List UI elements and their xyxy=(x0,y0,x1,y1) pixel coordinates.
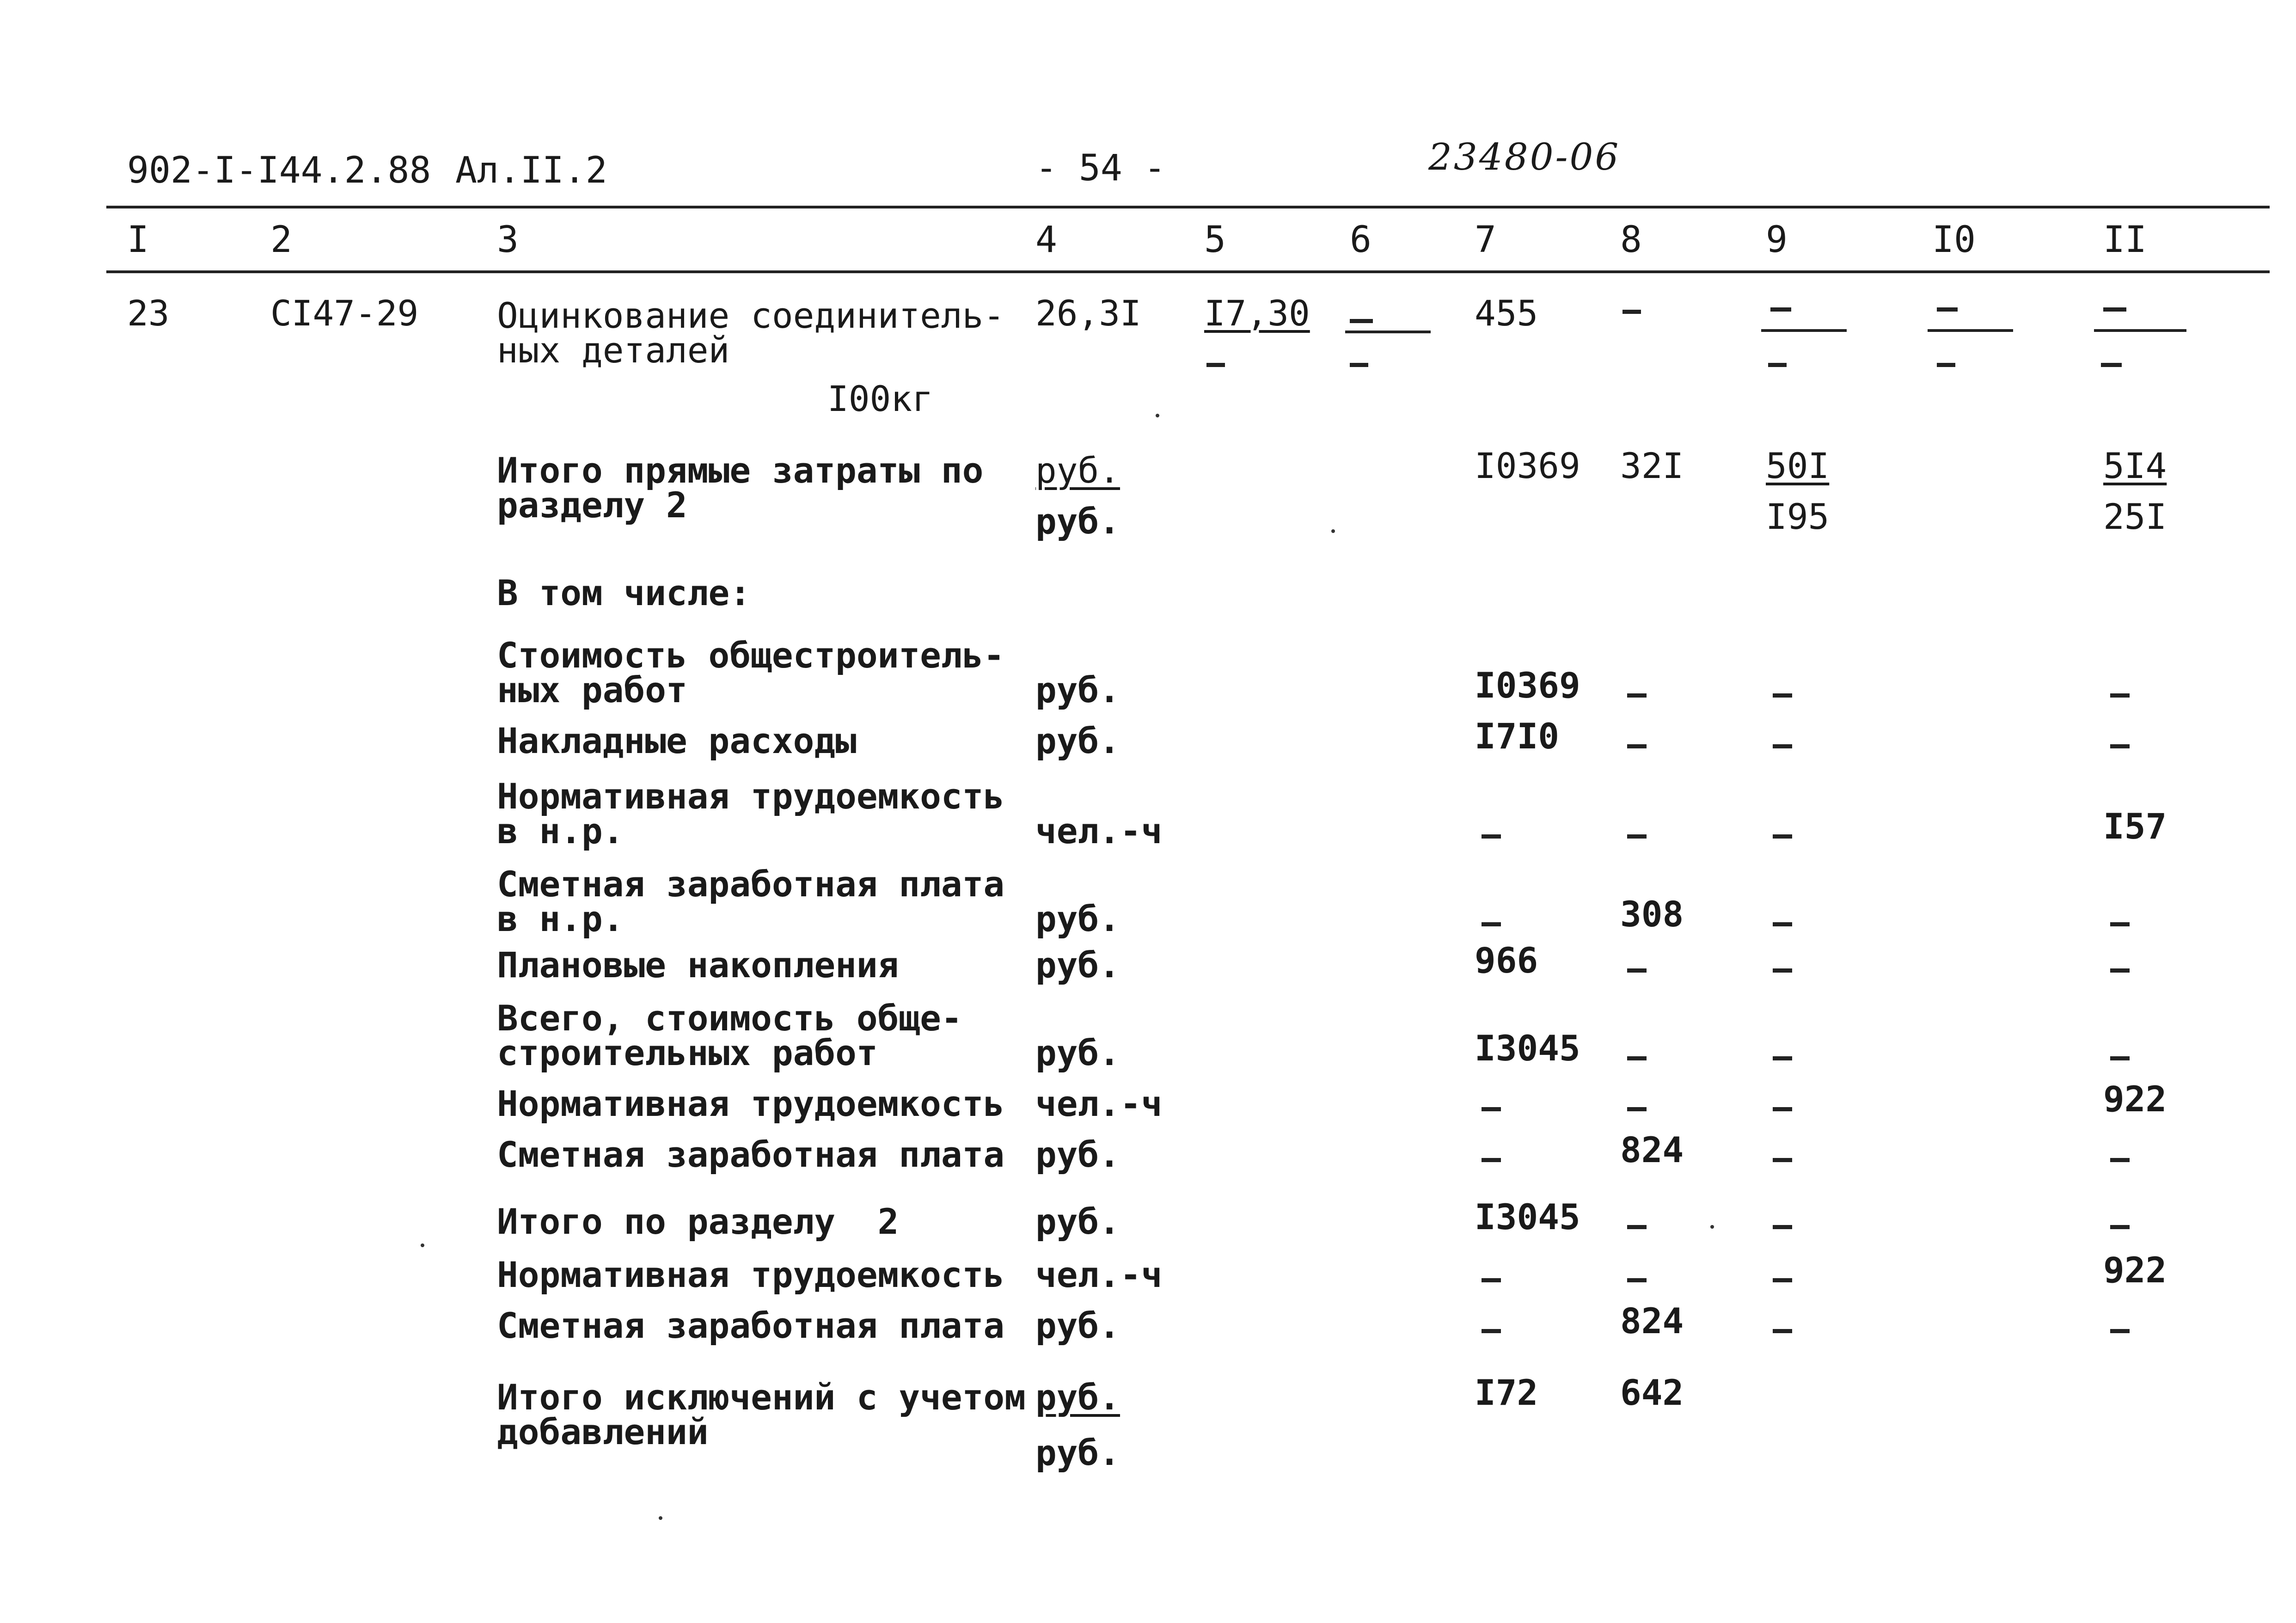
row-c11-dash xyxy=(2110,968,2130,973)
row-c8-dash xyxy=(1627,834,1647,839)
row-unit: руб. xyxy=(1035,1305,1120,1346)
column-header-10: I0 xyxy=(1932,219,1976,261)
item-unit: I00кг xyxy=(827,378,933,419)
direct-costs-unit-bottom: руб. xyxy=(1035,501,1120,542)
scan-speck xyxy=(1710,1225,1714,1229)
row-c11-dash xyxy=(2110,744,2130,748)
item-code: CI47-29 xyxy=(270,293,419,334)
direct-costs-unit-top: руб. xyxy=(1035,450,1120,491)
row-c9-dash xyxy=(1773,1056,1792,1060)
row-c9-dash xyxy=(1773,1225,1792,1229)
sheet-number: Ал.II.2 xyxy=(455,150,607,191)
item-col6-dash-bottom xyxy=(1350,363,1368,367)
direct-costs-col7: I0369 xyxy=(1475,445,1580,486)
row-c8-dash xyxy=(1627,744,1647,748)
row-c7-dash xyxy=(1482,922,1501,926)
column-header-8: 8 xyxy=(1620,219,1642,261)
item-col10-dash-bottom xyxy=(1937,363,1955,367)
row-label-line1: Сметная заработная плата xyxy=(497,1134,1005,1175)
item-number: 23 xyxy=(127,293,170,334)
row-c11-value: 922 xyxy=(2103,1249,2167,1291)
item-col11-dash-bottom xyxy=(2101,363,2122,367)
row-c8-dash xyxy=(1627,1056,1647,1060)
row-c8-dash xyxy=(1627,968,1647,973)
row-c8-value: 824 xyxy=(1620,1129,1684,1170)
row-label-line1: Нормативная трудоемкость xyxy=(497,776,1005,817)
column-header-7: 7 xyxy=(1475,219,1496,261)
direct-costs-col9-top: 50I xyxy=(1766,445,1830,486)
direct-costs-label-line2: разделу 2 xyxy=(497,484,687,526)
row-c7-dash xyxy=(1482,834,1501,839)
row-unit: чел.-ч xyxy=(1035,1083,1163,1124)
row-c9-dash xyxy=(1773,834,1792,839)
row-c7-value: I0369 xyxy=(1475,665,1580,706)
row-unit: руб. xyxy=(1035,720,1120,761)
column-header-11: II xyxy=(2103,219,2147,261)
row-c7-value: I3045 xyxy=(1475,1028,1580,1069)
item-col7-value: 455 xyxy=(1475,293,1538,334)
row-label-line2: строительных работ xyxy=(497,1032,878,1073)
row-c9-dash xyxy=(1773,1107,1792,1111)
item-col10-dash-top xyxy=(1937,307,1958,312)
item-col5-value: I7,30 xyxy=(1204,293,1310,334)
row-label-line1: Стоимость общестроитель- xyxy=(497,635,1005,676)
row-unit: руб. xyxy=(1035,1201,1120,1242)
item-description-line1: Оцинкование соединитель- xyxy=(497,295,1005,336)
item-col9-dash-bottom xyxy=(1768,363,1787,367)
row-c11-dash xyxy=(2110,1056,2130,1060)
header-top-rule xyxy=(106,206,2270,208)
handwritten-inventory-number: 23480-06 xyxy=(1428,135,1621,178)
row-label-line1: Всего, стоимость обще- xyxy=(497,998,962,1039)
row-c8-dash xyxy=(1627,1107,1647,1111)
exclusions-col8: 642 xyxy=(1620,1372,1684,1413)
column-header-6: 6 xyxy=(1350,219,1371,261)
direct-costs-label-line1: Итого прямые затраты по xyxy=(497,450,984,491)
column-header-2: 2 xyxy=(270,219,292,261)
scan-speck xyxy=(659,1516,662,1520)
row-c7-dash xyxy=(1482,1158,1501,1162)
row-unit: руб. xyxy=(1035,1032,1120,1073)
column-header-9: 9 xyxy=(1766,219,1788,261)
row-c7-dash xyxy=(1482,1278,1501,1282)
row-c7-value: I3045 xyxy=(1475,1196,1580,1237)
including-label: В том числе: xyxy=(497,572,751,613)
item-col6-underline xyxy=(1345,331,1431,333)
row-label-line1: Сметная заработная плата xyxy=(497,864,1005,905)
row-unit: руб. xyxy=(1035,944,1120,986)
row-unit: чел.-ч xyxy=(1035,810,1163,851)
row-c7-value: 966 xyxy=(1475,940,1538,981)
direct-costs-col11-top: 5I4 xyxy=(2103,445,2167,486)
row-c11-dash xyxy=(2110,1225,2130,1229)
row-c9-dash xyxy=(1773,1158,1792,1162)
item-col4-value: 26,3I xyxy=(1035,293,1141,334)
page-number: - 54 - xyxy=(1035,147,1166,189)
row-label-line2: в н.р. xyxy=(497,810,624,851)
column-header-4: 4 xyxy=(1035,219,1057,261)
item-col9-underline xyxy=(1761,329,1847,332)
row-label-line1: Сметная заработная плата xyxy=(497,1305,1005,1346)
item-col9-dash-top xyxy=(1770,307,1791,312)
row-unit: руб. xyxy=(1035,898,1120,939)
direct-costs-col8: 32I xyxy=(1620,445,1684,486)
item-col5-dash xyxy=(1206,363,1225,367)
direct-costs-col11-bottom: 25I xyxy=(2103,496,2167,537)
row-c9-dash xyxy=(1773,1329,1792,1333)
row-c8-dash xyxy=(1627,1278,1647,1282)
column-header-bottom-rule xyxy=(106,270,2270,273)
row-c7-dash xyxy=(1482,1329,1501,1333)
document-code: 902-I-I44.2.88 xyxy=(127,150,431,191)
row-c11-value: I57 xyxy=(2103,806,2167,847)
item-description-line2: ных деталей xyxy=(497,330,730,371)
item-col8-dash xyxy=(1623,310,1641,314)
row-c11-value: 922 xyxy=(2103,1078,2167,1120)
row-unit: чел.-ч xyxy=(1035,1254,1163,1295)
column-header-3: 3 xyxy=(497,219,519,261)
row-c11-dash xyxy=(2110,693,2130,698)
row-c9-dash xyxy=(1773,922,1792,926)
row-c8-value: 308 xyxy=(1620,894,1684,935)
row-c11-dash xyxy=(2110,1329,2130,1333)
row-c7-value: I7I0 xyxy=(1475,716,1560,757)
exclusions-label-line2: добавлений xyxy=(497,1411,709,1452)
row-label-line2: в н.р. xyxy=(497,898,624,939)
column-header-5: 5 xyxy=(1204,219,1226,261)
item-col11-underline xyxy=(2094,329,2186,332)
row-label-line1: Плановые накопления xyxy=(497,944,899,986)
scan-speck xyxy=(1331,529,1335,533)
row-label-line1: Накладные расходы xyxy=(497,720,857,761)
row-c8-value: 824 xyxy=(1620,1300,1684,1341)
scan-speck xyxy=(1156,414,1159,417)
row-c11-dash xyxy=(2110,1158,2130,1162)
item-col11-dash-top xyxy=(2103,307,2126,312)
row-label-line1: Нормативная трудоемкость xyxy=(497,1083,1005,1124)
row-unit: руб. xyxy=(1035,669,1120,710)
item-col6-dash-top xyxy=(1350,319,1373,323)
row-c7-dash xyxy=(1482,1107,1501,1111)
item-col10-underline xyxy=(1928,329,2013,332)
row-unit: руб. xyxy=(1035,1134,1120,1175)
row-label-line1: Итого по разделу 2 xyxy=(497,1201,899,1242)
scan-speck xyxy=(421,1243,424,1247)
exclusions-unit-top: руб. xyxy=(1035,1377,1120,1418)
column-header-1: I xyxy=(127,219,149,261)
row-label-line2: ных работ xyxy=(497,669,687,710)
direct-costs-col9-bottom: I95 xyxy=(1766,496,1830,537)
row-c11-dash xyxy=(2110,922,2130,926)
row-c9-dash xyxy=(1773,744,1792,748)
row-c9-dash xyxy=(1773,1278,1792,1282)
row-c9-dash xyxy=(1773,693,1792,698)
row-c8-dash xyxy=(1627,693,1647,698)
exclusions-unit-bottom: руб. xyxy=(1035,1432,1120,1473)
exclusions-col7: I72 xyxy=(1475,1372,1538,1413)
row-label-line1: Нормативная трудоемкость xyxy=(497,1254,1005,1295)
row-c9-dash xyxy=(1773,968,1792,973)
row-c8-dash xyxy=(1627,1225,1647,1229)
exclusions-label-line1: Итого исключений с учетом xyxy=(497,1377,1026,1418)
